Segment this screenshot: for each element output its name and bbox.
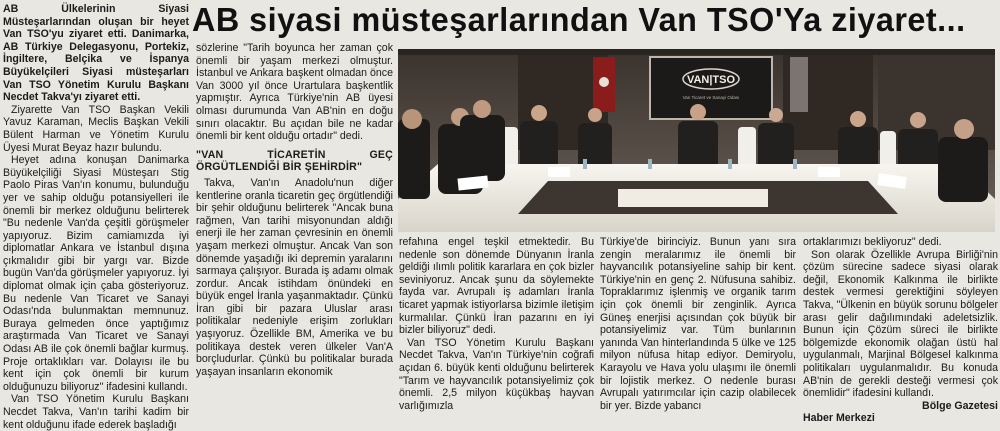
article-paragraph: Türkiye'de birinciyiz. Bunun yanı sıra zengin meralarımız ile önemli bir hayvancılık potansiyeline sahip bir kent. Türkiye'nin en genç 2. Nüfusuna sahibiz. Topraklarımız işlenmiş ve organik tarım için çok önemli bir zenginlik. Ayrıca Güneş enerjisi açısından çok büyük bir potansiyelimiz var. Tüm bunlarının yanında Van hinterlandında 5 ülke ve 125 milyon nüfusa hitap ediyor. Demiryolu, Karayolu ve Hava yolu ulaşımı ile önemli bir lojistik merkez. O nedenle burası Avrupalı yatırımcılar için cazip olabilecek bir yer. Bizde yabancı bbox=[600, 236, 796, 412]
byline-source: Bölge Gazetesi bbox=[922, 399, 998, 412]
article-paragraph: ortaklarımızı bekliyoruz" dedi. bbox=[803, 236, 942, 248]
article-paragraph: Ziyarette Van TSO Başkan Vekili Yavuz Karaman, Meclis Başkan Vekili Bülent Harman ve Yönetim Kurulu Üyesi Murat Beyaz hazır bulundu. bbox=[3, 103, 189, 154]
article-paragraph: sözlerine "Tarih boyunca her zaman çok önemli bir yaşam merkezi olmuştur. İstanbul ve Ankara başkent olmadan önce Van 3000 yıl önce Urartulara başkentlik yapmıştır. Ayrıca Türkiye'nin AB üyesi olması durumunda Van AB'nin en doğu sınırı olacaktır. Bu açıdan bile ne kadar önemli bir kent olduğu ortadır" dedi. bbox=[196, 42, 393, 143]
article-column-2 bbox=[196, 42, 393, 424]
article-paragraph: Heyet adına konuşan Danimarka Büyükelçiliği Siyasi Müsteşarı Stig Paolo Piras Van'ın konumu, bulunduğu yer ve sahip olduğu potansiyelleri ile önemli bir merkez olduğunu belirterek "Bu nedenle Van'da çeşitli görüşmeler yapıyoruz. Bizim camiamızda iyi diplomatlar Ankara ve İstanbul dışına çıkmalıdır gibi bir yargı var. Bizde bugün Van'da görüşmeler yapıyoruz. İyi diplomat olmak için çaba gösteriyoruz. Bu nedenle Van Ticaret ve Sanayi Odası'nda bulunmaktan memnunuz. Buraya gelmeden önce yaptığımız araştırmada Van Ticaret ve Sanayi Odası AB ile çok önemli bağlar kurmuş. Proje ortaklıkları var. Dolayısı ile bu kent için çok önemli bir kurum olduğunuzu biliyoruz" ifadesini kullandı. bbox=[3, 154, 189, 393]
vantso-logo-board bbox=[650, 57, 772, 119]
article-column-5 bbox=[803, 236, 998, 424]
article-column-1 bbox=[3, 3, 189, 431]
meeting-photo bbox=[398, 49, 995, 232]
subheading: "VAN TİCARETİN GEÇ ÖRGÜTLENDİĞİ BİR ŞEHİRDİR" bbox=[196, 148, 393, 174]
article-paragraph: Son olarak Özellikle Avrupa Birliği'nin çözüm sürecine sadece siyasi olarak değil, Ekonomik Kalkınma ile birlikte destek vermesi gerektiğini söyleyen Takva, "Ülkenin en büyük sorunu bölgeler arası gelir dağılımındaki adeletsizlik. Bunun için Çözüm süreci ile birlikte bölgemizde ekonomik olağan üstü hal uygulanmalı, Marjinal Bölgesel kalkınma politikaları uygulanmalıdır. Bu konuda AB'nin de gerekli desteği vermesi çok önemlidir" ifadesini kullandı. bbox=[803, 248, 998, 400]
logo-text: VAN|TSO bbox=[686, 74, 736, 86]
byline-desk: Haber Merkezi bbox=[803, 412, 875, 425]
article-paragraph: Van TSO Yönetim Kurulu Başkanı Necdet Takva, Van'ın Türkiye'nin coğrafi açıdan 6. büyük kenti olduğunu belirterek "Tarım ve hayvancılık potansiyelimiz çok önemli. 2,5 milyon küçükbaş hayvan varlığımızla bbox=[399, 336, 594, 412]
article-paragraph: refahına engel teşkil etmektedir. Bu nedenle son dönemde Dünyanın İranla geldiği ılımlı politik kararlara en çok bizler seviniyoruz. Ancak şunu da söylemekte fayda var. Avrupalı iş adamları İranla ticaret yapmak istiyorlarsa bizimle iletişim kurmalılar. Çünkü İran pazarını en iyi bizler biliyoruz" dedi. bbox=[399, 236, 594, 337]
article-paragraph: Van TSO Yönetim Kurulu Başkanı Necdet Takva, Van'ın tarihi kadim bir kent olduğunu ifade ederek başladığı bbox=[3, 393, 189, 431]
article-paragraph: Takva, Van'ın Anadolu'nun diğer kentlerine oranla ticaretin geç örgütlendiği bir şehir olduğunu belirterek "Ancak buna rağmen, Van tarihi misyonundan aldığı enerji ile her zaman çevresinin en önemli yaşam merkezi olmuştur. Ancak Van son dönemde yaşadığı iki depremin yaralarını sarmaya çalışıyor. Burada iş adamı olmak zordur. Ancak istihdam önündeki en büyük engel İranla yaşanmaktadır. Çünkü İran gibi bir pazara Uluslar arası politikalar nedeniyle erişim zorlukları yaşıyoruz. Özellikle BM, Amerika ve bu politikaya destek veren ülkeler Van'A borçludurlar. Çünkü bu politikalar burada yaşayan insanların ekonomik bbox=[196, 176, 393, 378]
logo-subtext: Van Ticaret ve Sanayi Odası bbox=[682, 95, 740, 100]
article-column-4 bbox=[600, 236, 796, 424]
headline: AB siyasi müsteşarlarından Van TSO'Ya ziyaret... bbox=[192, 1, 966, 38]
article-lead: AB Ülkelerinin Siyasi Müsteşarlarından oluşan bir heyet Van TSO'yu ziyaret etti. Danimarka, AB Türkiye Delegasyonu, Portekiz, İngiltere, Belçika ve İspanya Büyükelçileri Siyasi müsteşarları Van TSO Yönetim Kurulu Başkanı Necdet Takva'yı ziyaret etti. bbox=[3, 3, 189, 104]
article-column-3 bbox=[399, 236, 594, 424]
meeting-photo-illustration bbox=[398, 49, 995, 232]
